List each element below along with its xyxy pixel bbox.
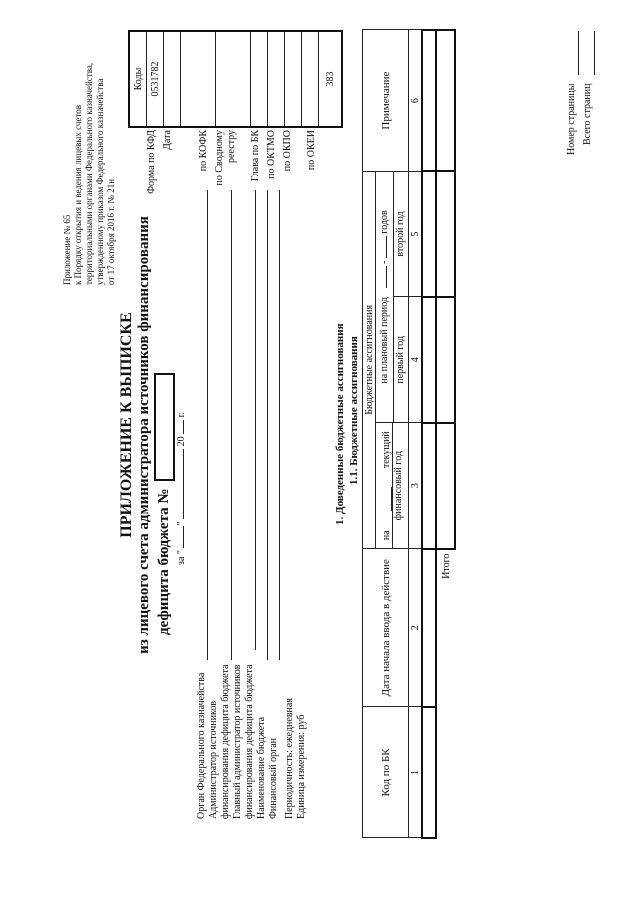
- code-value-kofk[interactable]: [216, 31, 251, 127]
- code-label-kofk: по КОФК: [198, 130, 209, 172]
- col-num-4: 4: [409, 297, 423, 423]
- code-value-oktmo[interactable]: [285, 31, 302, 127]
- assignments-table: [362, 29, 456, 839]
- header-cur-tek: текущий: [380, 431, 392, 469]
- total-note[interactable]: [436, 30, 455, 171]
- code-value-date[interactable]: [164, 31, 181, 127]
- total-pages-field[interactable]: [594, 31, 595, 75]
- codes-header: Коды: [129, 31, 147, 127]
- header-cur-blank: [381, 487, 392, 511]
- appendix-note-line: к Порядку открытия и ведения лицевых счетов: [73, 104, 83, 285]
- date-line: [176, 412, 188, 565]
- table-row: [422, 30, 436, 838]
- header-first-year: первый год: [393, 297, 408, 423]
- code-value-glava[interactable]: [268, 31, 285, 127]
- date-prefix: за ": [176, 550, 187, 565]
- col-num-6: 6: [409, 30, 423, 171]
- field-label-fk: Орган Федерального казначейства: [196, 672, 207, 819]
- code-value-okpo[interactable]: [302, 31, 319, 127]
- code-label-okei: по ОКЕИ: [306, 130, 317, 171]
- row-cell-date[interactable]: [422, 549, 436, 707]
- title-line3: [154, 373, 175, 635]
- row-cell-second[interactable]: [422, 171, 436, 297]
- code-value-svodny[interactable]: [251, 31, 268, 127]
- code-label-glava: Глава по БК: [250, 130, 261, 182]
- header-date: Дата начала ввода в действие: [363, 549, 409, 707]
- code-label-okpo: по ОКПО: [282, 130, 293, 172]
- col-num-1: 1: [409, 707, 423, 838]
- field-line-fk[interactable]: [207, 190, 208, 660]
- code-label-oktmo: по ОКТМО: [266, 130, 277, 179]
- section-subheading: 1.1. Бюджетные ассигнования: [348, 336, 360, 485]
- field-line-admin[interactable]: [231, 190, 232, 660]
- page-number-field[interactable]: [578, 31, 579, 75]
- date-quote: ": [176, 521, 187, 526]
- field-label-fin: Финансовый орган: [268, 737, 279, 819]
- code-label-date: Дата: [162, 130, 173, 150]
- header-plan-years: годов: [378, 210, 390, 234]
- row-cell-kbk[interactable]: [422, 707, 436, 838]
- header-cur-na: на: [380, 530, 392, 541]
- total-cur[interactable]: [436, 423, 455, 549]
- field-label-admin-2: финансирования дефицита бюджета: [220, 664, 231, 819]
- appendix-note-line: от 17 октября 2016 г. № 21н: [106, 178, 116, 285]
- field-label-unit: Единица измерения: руб: [296, 714, 307, 819]
- header-note: Примечание: [363, 30, 409, 171]
- code-value-okei[interactable]: 383: [319, 31, 343, 127]
- code-label-forma: Форма по КФД: [146, 130, 157, 194]
- header-plan: [376, 171, 394, 423]
- total-label: Итого: [440, 553, 452, 579]
- code-label-svodny: по Сводному реестру: [214, 130, 237, 186]
- col-num-2: 2: [409, 549, 423, 707]
- field-line-fin[interactable]: [279, 190, 280, 660]
- codes-table: [128, 30, 343, 128]
- date-year: 20: [176, 436, 187, 447]
- header-plan-dash: -: [378, 260, 390, 264]
- header-plan-blank2: [386, 236, 387, 258]
- field-label-period: Периодичность: ежедневная: [284, 698, 295, 819]
- appendix-note-line: Приложение № 65: [62, 214, 72, 285]
- field-label-admin-1: Администратор источников: [208, 700, 219, 819]
- header-cur-fin: финансовый год: [392, 450, 404, 521]
- total-row: [436, 30, 455, 838]
- appendix-note: [62, 63, 117, 285]
- field-label-glav-2: финансирования дефицита бюджета: [244, 664, 255, 819]
- header-plan-blank1: [386, 266, 387, 288]
- code-value-blank[interactable]: [181, 31, 216, 127]
- date-suffix: г.: [176, 411, 187, 418]
- appendix-note-line: территориальными органами Федерального казначейства,: [84, 62, 94, 285]
- header-plan-label: на плановый период: [378, 296, 390, 384]
- page-number-label: Номер страницы: [566, 83, 577, 155]
- field-label-budget: Наименование бюджета: [256, 716, 267, 819]
- total-second[interactable]: [436, 171, 455, 297]
- total-first[interactable]: [436, 297, 455, 423]
- section-heading: 1. Доведенные бюджетные ассигнования: [334, 323, 346, 525]
- header-current-year: [376, 423, 409, 549]
- header-kbk: Код по БК: [363, 707, 409, 838]
- header-second-year: второй год: [393, 171, 408, 297]
- row-cell-cur[interactable]: [422, 423, 436, 549]
- code-value-forma[interactable]: 0531782: [147, 31, 164, 127]
- field-label-glav-1: Главный администратор источников: [232, 664, 243, 819]
- page-subtitle: из лицевого счета администратора источников финансирования: [136, 216, 152, 654]
- page-title: ПРИЛОЖЕНИЕ К ВЫПИСКЕ: [118, 312, 135, 538]
- col-num-3: 3: [409, 423, 423, 549]
- row-cell-note[interactable]: [422, 30, 436, 171]
- title-account-label: дефицита бюджета №: [155, 488, 172, 635]
- header-budget: Бюджетные ассигнования: [363, 171, 376, 548]
- total-pages-label: Всего страниц: [582, 83, 593, 145]
- account-number-box: [154, 373, 175, 481]
- field-line-glav[interactable]: [255, 190, 256, 650]
- appendix-note-line: утвержденному приказом Федерального казначейства: [95, 78, 105, 285]
- col-num-5: 5: [409, 171, 423, 297]
- field-line-budget[interactable]: [267, 190, 268, 660]
- row-cell-first[interactable]: [422, 297, 436, 423]
